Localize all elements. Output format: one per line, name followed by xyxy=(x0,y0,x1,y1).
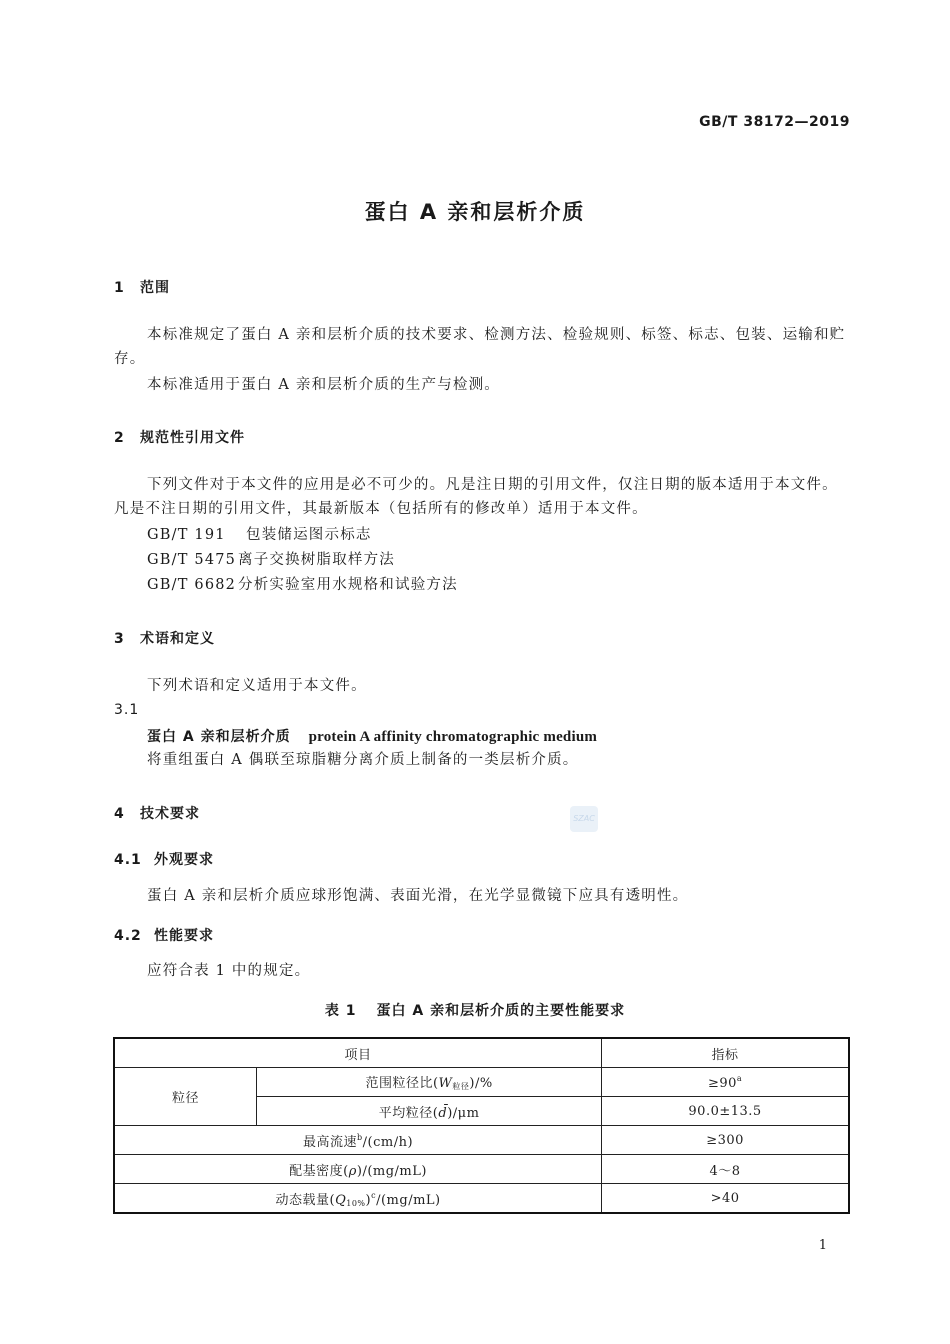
table-row xyxy=(114,1155,849,1184)
table-cell xyxy=(257,1097,602,1126)
table-row xyxy=(114,1126,849,1155)
cell-text: )/(mg/mL) xyxy=(356,1163,427,1179)
standard-number: GB/T 38172—2019 xyxy=(699,114,850,130)
table-value-cell: ≥300 xyxy=(602,1126,849,1155)
subsection-title: 外观要求 xyxy=(154,852,214,868)
table-caption xyxy=(0,1000,950,1020)
term-english: protein A affinity chromatographic medium xyxy=(308,729,598,745)
table-value-cell: 4～8 xyxy=(602,1155,849,1184)
reference-item xyxy=(147,573,458,597)
document-title: 蛋白 A 亲和层析介质 xyxy=(364,200,586,224)
cell-variable: Q xyxy=(335,1192,347,1208)
subsection-4-2-paragraph: 应符合表 1 中的规定。 xyxy=(147,963,311,979)
watermark-logo: SZAC xyxy=(570,806,598,832)
cell-variable: d̄ xyxy=(438,1105,448,1121)
table-row xyxy=(114,1068,849,1097)
reference-item xyxy=(147,548,395,572)
section-number: 4 xyxy=(114,806,125,822)
section-3-paragraph: 下列术语和定义适用于本文件。 xyxy=(147,678,367,694)
table-header-cell: 项目 xyxy=(114,1038,602,1068)
section-2-paragraph: 下列文件对于本文件的应用是必不可少的。凡是注日期的引用文件，仅注日期的版本适用于本文件。凡是不注日期的引用文件，其最新版本（包括所有的修改单）适用于本文件。 xyxy=(114,477,838,517)
reference-code: GB/T 5475 xyxy=(147,552,237,568)
cell-footnote-mark: c xyxy=(371,1190,377,1200)
section-number: 1 xyxy=(114,280,125,296)
cell-text: 配基密度( xyxy=(289,1163,349,1179)
section-title: 规范性引用文件 xyxy=(140,430,245,446)
cell-subscript: 粒径 xyxy=(452,1082,470,1091)
cell-text: )/μm xyxy=(447,1105,480,1121)
subsection-number: 4.2 xyxy=(114,928,142,944)
term-number: 3.1 xyxy=(114,702,140,718)
cell-subscript: 10% xyxy=(346,1198,366,1208)
table-group-cell: 粒径 xyxy=(114,1068,257,1126)
table-cell xyxy=(257,1068,602,1097)
table-header-row xyxy=(114,1038,849,1068)
reference-title: 分析实验室用水规格和试验方法 xyxy=(238,577,458,593)
table-caption-label: 表 1 xyxy=(324,1003,357,1019)
section-1-heading xyxy=(114,277,170,297)
table-cell xyxy=(114,1155,602,1184)
subsection-4-2-heading xyxy=(114,925,214,945)
section-1-paragraph-1: 本标准规定了蛋白 A 亲和层析介质的技术要求、检测方法、检验规则、标签、标志、包装、运输和贮存。 xyxy=(114,327,846,367)
section-title: 范围 xyxy=(140,280,170,296)
table-cell xyxy=(114,1184,602,1214)
section-1-paragraph-2: 本标准适用于蛋白 A 亲和层析介质的生产与检测。 xyxy=(147,377,500,393)
reference-title: 包装储运图示标志 xyxy=(246,527,372,543)
cell-text: 范围粒径比( xyxy=(365,1076,439,1091)
section-2-heading xyxy=(114,427,245,447)
cell-text: 平均粒径( xyxy=(378,1105,439,1121)
cell-footnote-mark: b xyxy=(357,1132,363,1142)
cell-footnote-mark: a xyxy=(736,1073,743,1083)
cell-value: ≥90 xyxy=(707,1075,737,1091)
section-title: 术语和定义 xyxy=(140,631,215,647)
table-row xyxy=(114,1184,849,1214)
section-3-heading xyxy=(114,628,215,648)
section-number: 2 xyxy=(114,430,125,446)
section-title: 技术要求 xyxy=(140,806,200,822)
cell-variable: ρ xyxy=(348,1163,357,1179)
term-heading xyxy=(147,726,597,746)
subsection-4-1-heading xyxy=(114,849,214,869)
subsection-number: 4.1 xyxy=(114,852,142,868)
section-number: 3 xyxy=(114,631,125,647)
performance-table xyxy=(113,1037,850,1214)
cell-text: /(cm/h) xyxy=(362,1134,414,1150)
table-value-cell: >40 xyxy=(602,1184,849,1214)
page-number: 1 xyxy=(818,1238,827,1253)
cell-text: 最高流速 xyxy=(303,1134,358,1150)
table-value-cell: 90.0±13.5 xyxy=(602,1097,849,1126)
term-definition: 将重组蛋白 A 偶联至琼脂糖分离介质上制备的一类层析介质。 xyxy=(147,752,579,768)
section-4-heading xyxy=(114,803,200,823)
subsection-4-1-paragraph: 蛋白 A 亲和层析介质应球形饱满、表面光滑，在光学显微镜下应具有透明性。 xyxy=(147,888,689,904)
cell-variable: W xyxy=(438,1076,453,1091)
table-value-cell xyxy=(602,1068,849,1097)
cell-text: )/% xyxy=(469,1076,493,1091)
subsection-title: 性能要求 xyxy=(154,928,214,944)
table-header-cell: 指标 xyxy=(602,1038,849,1068)
cell-text: /(mg/mL) xyxy=(376,1192,441,1208)
table-caption-title: 蛋白 A 亲和层析介质的主要性能要求 xyxy=(376,1003,626,1019)
cell-text: ) xyxy=(365,1192,372,1208)
reference-code: GB/T 191 xyxy=(147,527,226,543)
cell-text: 动态载量( xyxy=(275,1192,336,1208)
table-cell xyxy=(114,1126,602,1155)
reference-title: 离子交换树脂取样方法 xyxy=(238,552,395,568)
reference-item xyxy=(147,523,372,547)
reference-code: GB/T 6682 xyxy=(147,577,237,593)
term-chinese: 蛋白 A 亲和层析介质 xyxy=(147,729,291,745)
